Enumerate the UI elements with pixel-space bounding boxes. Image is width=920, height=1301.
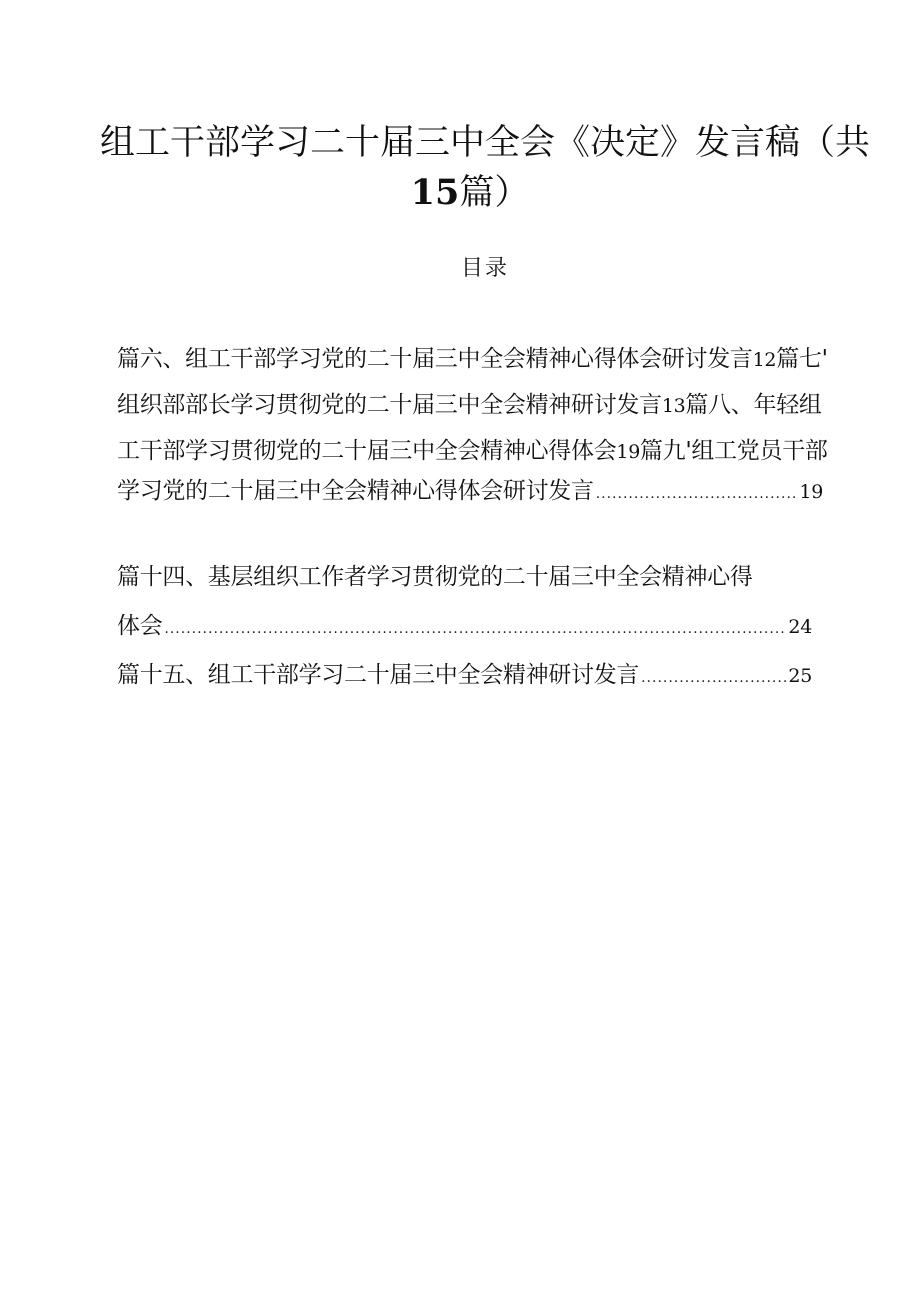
toc-heading: 目录 xyxy=(460,256,509,281)
title-count-suffix: 篇） xyxy=(459,173,530,213)
toc-line[interactable] xyxy=(117,603,812,652)
toc-entry-title: 篇七' xyxy=(776,346,828,372)
dot-leader xyxy=(641,655,786,701)
toc-entry-title: 工干部学习贯彻党的二十届三中全会精神心得体会 xyxy=(117,438,617,464)
toc-page-number: 13 xyxy=(661,395,686,417)
toc-entry-title: 篇八、年轻组 xyxy=(685,392,822,418)
toc-entry-title: 篇十五、组工干部学习二十届三中全会精神研讨发言 xyxy=(117,662,640,688)
toc-line[interactable] xyxy=(117,336,828,383)
toc-entry-title: 篇十四、基层组织工作者学习贯彻党的二十届三中全会精神心得 xyxy=(117,564,753,590)
toc-page-number: 19 xyxy=(799,481,823,503)
toc-page-number: 25 xyxy=(788,665,812,687)
toc-entry-title: 篇九'组工党员干部 xyxy=(639,438,828,464)
toc-page-number: 24 xyxy=(788,616,812,638)
toc-entry-title: 体会 xyxy=(117,613,163,639)
toc-line[interactable] xyxy=(117,382,822,429)
toc-page-number: 12 xyxy=(752,349,777,371)
dot-leader xyxy=(596,471,798,517)
title-line-2 xyxy=(100,168,840,218)
title-line-1: 组工干部学习二十届三中全会《决定》发言稿（共 xyxy=(100,123,871,163)
toc-line[interactable] xyxy=(117,652,812,701)
toc-page-number: 19 xyxy=(616,441,640,463)
toc-entry-title: 组织部部长学习贯彻党的二十届三中全会精神研讨发言 xyxy=(117,392,662,418)
toc-entry-title: 学习党的二十届三中全会精神心得体会研讨发言 xyxy=(117,478,594,504)
toc-entry-title: 篇六、组工干部学习党的二十届三中全会精神心得体会研讨发言 xyxy=(117,346,753,372)
toc-line[interactable] xyxy=(117,554,753,600)
toc-line[interactable] xyxy=(117,468,823,517)
dot-leader xyxy=(164,606,786,652)
title-count: 15 xyxy=(410,172,460,213)
